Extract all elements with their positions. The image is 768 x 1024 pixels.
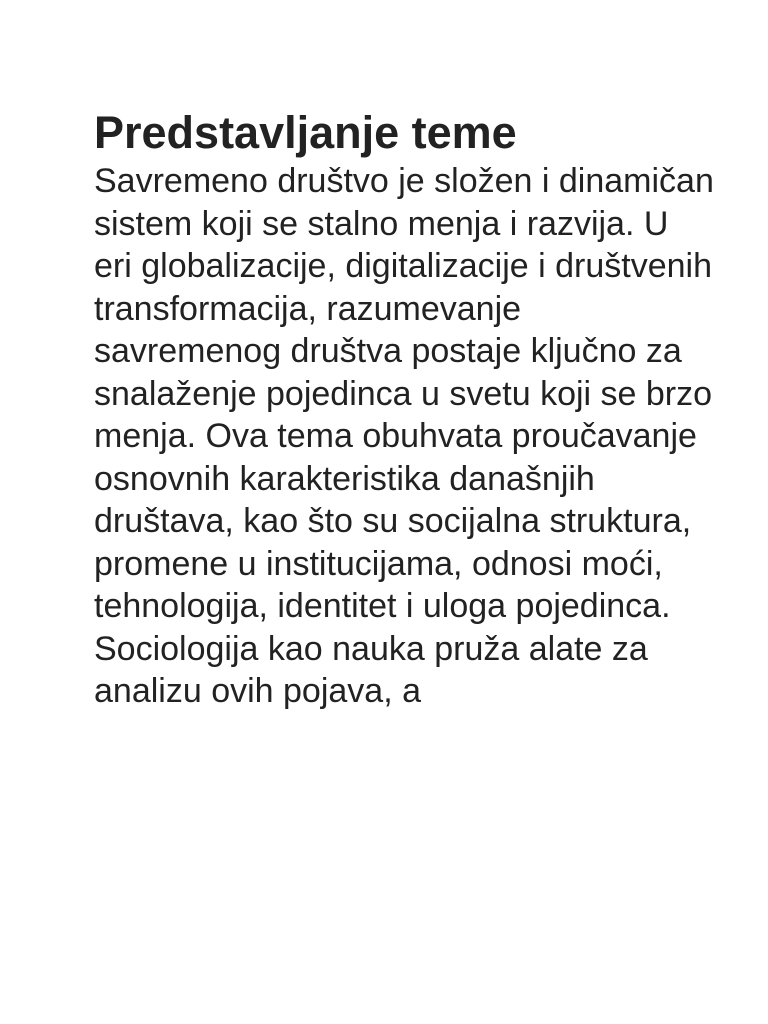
document-title: Predstavljanje teme	[94, 107, 517, 158]
document-page	[94, 106, 714, 713]
paragraph-sociology: Sociologija kao nauka pruža alate za analizu ovih pojava, a	[94, 629, 648, 710]
paragraph-intro: Savremeno društvo je složen i dinamičan sistem koji se stalno menja i razvija. U eri globalizacije, digitalizacije i društvenih transformacija, razumevanje savremenog društva postaje ključno za snalaženje pojedinca u svetu koji se brzo menja. Ova tema obuhvata proučavanje osnovnih karakteristika današnjih društava, kao što su socijalna struktura, promene u institucijama, odnosi moći, tehnologija, identitet i uloga pojedinca.	[94, 162, 714, 625]
